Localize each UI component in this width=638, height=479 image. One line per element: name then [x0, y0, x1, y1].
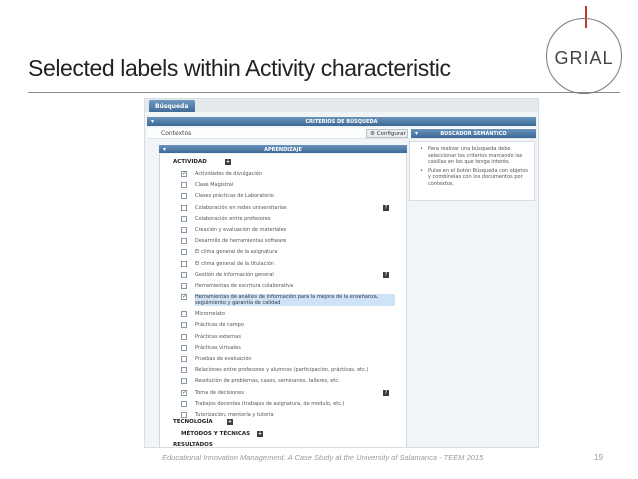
methods-header-label: MÉTODOS Y TÉCNICAS [181, 431, 251, 437]
activity-checkbox[interactable] [181, 401, 187, 407]
tab-busqueda[interactable]: Búsqueda [149, 100, 195, 112]
activity-item[interactable] [181, 248, 401, 258]
activity-checkbox[interactable] [181, 311, 187, 317]
activity-item[interactable] [181, 192, 401, 202]
semantic-tips [420, 146, 532, 189]
learning-collapse-icon[interactable]: ▾ [163, 146, 167, 153]
activity-item[interactable] [181, 355, 401, 365]
activity-item-label: Tutorización, mentoría y tutoría [195, 412, 274, 418]
activity-checkbox[interactable] [181, 182, 187, 188]
activity-item-label: Resolución de problemas, casos, seminarios, talleres, etc. [195, 378, 340, 385]
activity-checkbox[interactable] [181, 390, 187, 396]
semantic-tip: • Pulse en el botón Búsqueda con objetos y combínelas con los documentos por contextos. [420, 168, 532, 188]
slide-footer: Educational Innovation Management. A Case Study at the University of Salamanca - TEEM 2015 [162, 453, 484, 462]
activity-checkbox[interactable] [181, 193, 187, 199]
activity-checkbox[interactable] [181, 205, 187, 211]
activity-expand-icon[interactable]: + [225, 159, 231, 165]
criteria-header-label: CRITERIOS DE BÚSQUEDA [305, 119, 378, 125]
technology-header-label: TECNOLOGÍA [173, 419, 213, 425]
help-icon[interactable]: ? [384, 271, 388, 278]
results-header [173, 442, 213, 448]
activity-checkbox[interactable] [181, 367, 187, 373]
methods-expand-icon[interactable]: + [257, 431, 263, 437]
learning-header-label: APRENDIZAJE [264, 147, 302, 153]
activity-item[interactable] [181, 333, 401, 343]
activity-checkbox[interactable] [181, 378, 187, 384]
activity-header [173, 159, 207, 165]
activity-checkbox[interactable] [181, 334, 187, 340]
contexts-label: Contextos [161, 130, 192, 137]
configure-label: Configurar [376, 131, 406, 137]
activity-item-label: Clases prácticas de Laboratorio [195, 193, 274, 200]
activity-item[interactable] [181, 215, 401, 225]
activity-item-label: Actividades de divulgación [195, 171, 262, 177]
activity-item[interactable] [181, 260, 401, 270]
activity-checkbox[interactable] [181, 356, 187, 362]
activity-item[interactable] [181, 411, 401, 421]
activity-item[interactable] [181, 237, 401, 247]
activity-item[interactable] [181, 282, 401, 292]
activity-item-label: El clima general de la titulación [195, 260, 274, 267]
activity-item-label: Prácticas de campo [195, 322, 244, 329]
semantic-header-label: BUSCADOR SEMÁNTICO [440, 131, 507, 137]
activity-item-label: Colaboración entre profesores [195, 215, 271, 222]
activity-item-label: Prácticas externas [195, 333, 241, 340]
activity-checkbox[interactable] [181, 216, 187, 222]
activity-item-label: Colaboración en redes universitarias [195, 204, 287, 211]
slide-title: Selected labels within Activity characteristic [28, 55, 451, 81]
help-icon[interactable]: ? [384, 389, 388, 396]
activity-item-label: Relaciones entre profesores y alumnos (participación, prácticas, etc.) [195, 367, 369, 374]
activity-item-label: Trabajos docentes (trabajos de asignatura, de módulo, etc.) [195, 400, 345, 407]
grial-logo [546, 6, 626, 88]
activity-item-label: Herramientas de análisis de información para la mejora de la enseñanza, seguimiento y garantía de calidad [195, 294, 395, 306]
configure-icon: ⚙ [370, 131, 377, 137]
activity-item[interactable] [181, 271, 401, 281]
activity-item[interactable] [181, 377, 401, 387]
collapse-icon[interactable]: ▾ [151, 118, 155, 125]
activity-item[interactable] [181, 344, 401, 354]
activity-checkbox[interactable] [181, 261, 187, 267]
title-divider [28, 92, 620, 93]
activity-checkbox[interactable] [181, 238, 187, 244]
activity-item[interactable] [181, 204, 401, 214]
activity-item[interactable] [181, 170, 401, 180]
activity-checkbox[interactable] [181, 412, 187, 418]
technology-expand-icon[interactable]: + [227, 419, 233, 425]
activity-item-label: Pruebas de evaluación [195, 356, 252, 362]
activity-item[interactable] [181, 321, 401, 331]
activity-checkbox[interactable] [181, 294, 187, 300]
activity-item-label: Gestión de información general [195, 271, 274, 278]
semantic-collapse-icon[interactable]: ▾ [415, 130, 419, 137]
tab-strip [145, 99, 539, 112]
semantic-header[interactable] [411, 129, 536, 138]
activity-checkbox[interactable] [181, 249, 187, 255]
activity-item-label: Toma de decisiones [195, 389, 244, 396]
activity-item-label: Herramientas de escritura colaborativa [195, 283, 294, 289]
methods-header [181, 431, 250, 437]
activity-item-label: Desarrollo de herramientas software [195, 238, 287, 245]
activity-checkbox[interactable] [181, 227, 187, 233]
learning-header[interactable] [159, 145, 407, 153]
activity-item[interactable] [181, 400, 401, 410]
activity-item[interactable] [181, 293, 401, 307]
logo-text: GRIAL [554, 48, 614, 68]
activity-item[interactable] [181, 310, 401, 320]
activity-item-label: Clase Magistral [195, 182, 234, 189]
page-number: 19 [594, 453, 603, 462]
activity-checkbox[interactable] [181, 345, 187, 351]
activity-header-label: ACTIVIDAD [173, 159, 207, 165]
activity-checkbox[interactable] [181, 171, 187, 177]
activity-item-label: Creación y evaluación de materiales [195, 227, 287, 233]
help-icon[interactable]: ? [384, 204, 388, 211]
results-header-label: RESULTADOS [173, 442, 213, 448]
configure-button[interactable] [366, 129, 408, 138]
activity-item[interactable] [181, 389, 401, 399]
embedded-screenshot [144, 98, 539, 448]
semantic-tip: • Para realizar una búsqueda debe seleccionar los criterios marcando las casillas en los que tenga interés. [420, 146, 532, 166]
criteria-header[interactable] [147, 117, 536, 126]
activity-checkbox[interactable] [181, 322, 187, 328]
activity-checkbox[interactable] [181, 272, 187, 278]
activity-item[interactable] [181, 226, 401, 236]
activity-item-label: Microrrelato [195, 311, 225, 318]
activity-item-label: El clima general de la asignatura [195, 249, 278, 256]
activity-item-label: Prácticas virtuales [195, 344, 241, 351]
semantic-help-box [409, 141, 535, 201]
activity-checkbox[interactable] [181, 283, 187, 289]
activity-item[interactable] [181, 181, 401, 191]
criteria-row [147, 128, 536, 139]
activity-item[interactable] [181, 366, 401, 376]
